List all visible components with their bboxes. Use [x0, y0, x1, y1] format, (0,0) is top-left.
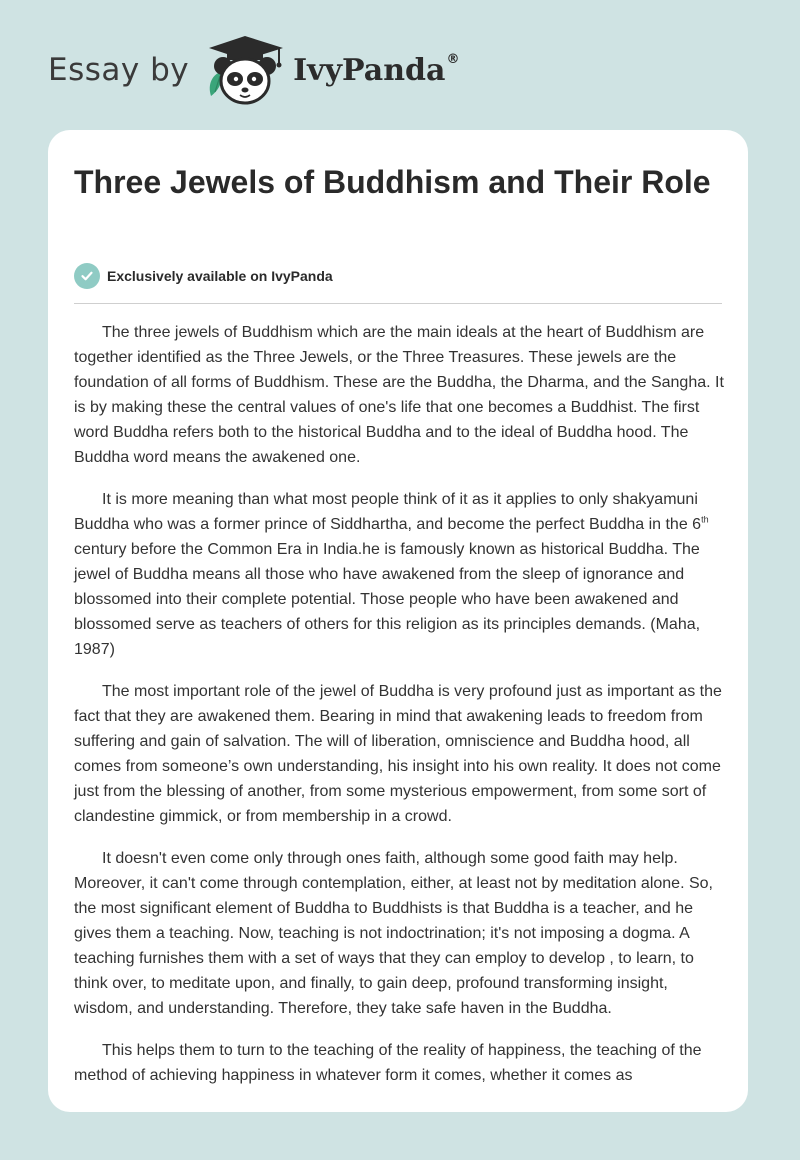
- essay-title: Three Jewels of Buddhism and Their Role: [74, 164, 711, 200]
- divider: [74, 303, 722, 304]
- registered-mark: ®: [446, 51, 460, 67]
- brand-prefix: Essay by: [48, 52, 190, 88]
- check-circle-icon: [74, 263, 100, 289]
- paragraph: The most important role of the jewel of Buddha is very profound just as important as the fact that they are awakened them. Bearing in mind that awakening leads to freedom from suffering and gain of salvation. The will of liberation, omniscience and Buddha hood, all comes from someone’s own understanding, his insight into his own reality. It does not come just from the blessing of another, from some mysterious empowerment, from some sort of clandestine gimmick, or from membership in a crowd.: [74, 683, 722, 825]
- paragraph: It doesn't even come only through ones faith, although some good faith may help. Moreover, it can't come through contemplation, either, at least not by meditation alone. So, the most significant element of Buddha to Buddhists is that Buddha is a teacher, and he gives them a teaching. Now, teaching is not indoctrination; it's not imposing a dogma. A teaching furnishes them with a set of ways that they can employ to develop , to learn, to think over, to meditate upon, and finally, to gain deep, profound transforming insight, wisdom, and understanding. Therefore, they take safe haven in the Buddha.: [74, 850, 713, 1017]
- paragraph: It is more meaning than what most people think of it as it applies to only shakyamuni Buddha who was a former prince of Siddhartha, and become the perfect Buddha in the 6th century before the Common Era in India.he is famously known as historical Buddha. The jewel of Buddha means all those who have awakened from the sleep of ignorance and blossomed into their complete potential. Those people who have been awakened and blossomed serve as teachers of others for this religion as its principles demands. (Maha, 1987): [74, 491, 709, 658]
- brand-name[interactable]: IvyPanda®: [293, 51, 460, 88]
- essay-body: [74, 320, 724, 1105]
- panda-graduate-logo-icon[interactable]: [203, 34, 287, 106]
- essay-card: [48, 130, 748, 1112]
- site-header: [48, 34, 459, 106]
- exclusive-badge-label: Exclusively available on IvyPanda: [107, 268, 333, 284]
- paragraph: This helps them to turn to the teaching of the reality of happiness, the teaching of the method of achieving happiness in whatever form it comes, whether it comes as: [74, 1042, 702, 1084]
- paragraph: The three jewels of Buddhism which are the main ideals at the heart of Buddhism are together identified as the Three Jewels, or the Three Treasures. These jewels are the foundation of all forms of Buddhism. These are the Buddha, the Dharma, and the Sangha. It is by making these the central values of one's life that one becomes a Buddhist. The first word Buddha refers both to the historical Buddha and to the ideal of Buddha hood. The Buddha word means the awakened one.: [74, 324, 724, 466]
- exclusive-badge: [74, 263, 333, 289]
